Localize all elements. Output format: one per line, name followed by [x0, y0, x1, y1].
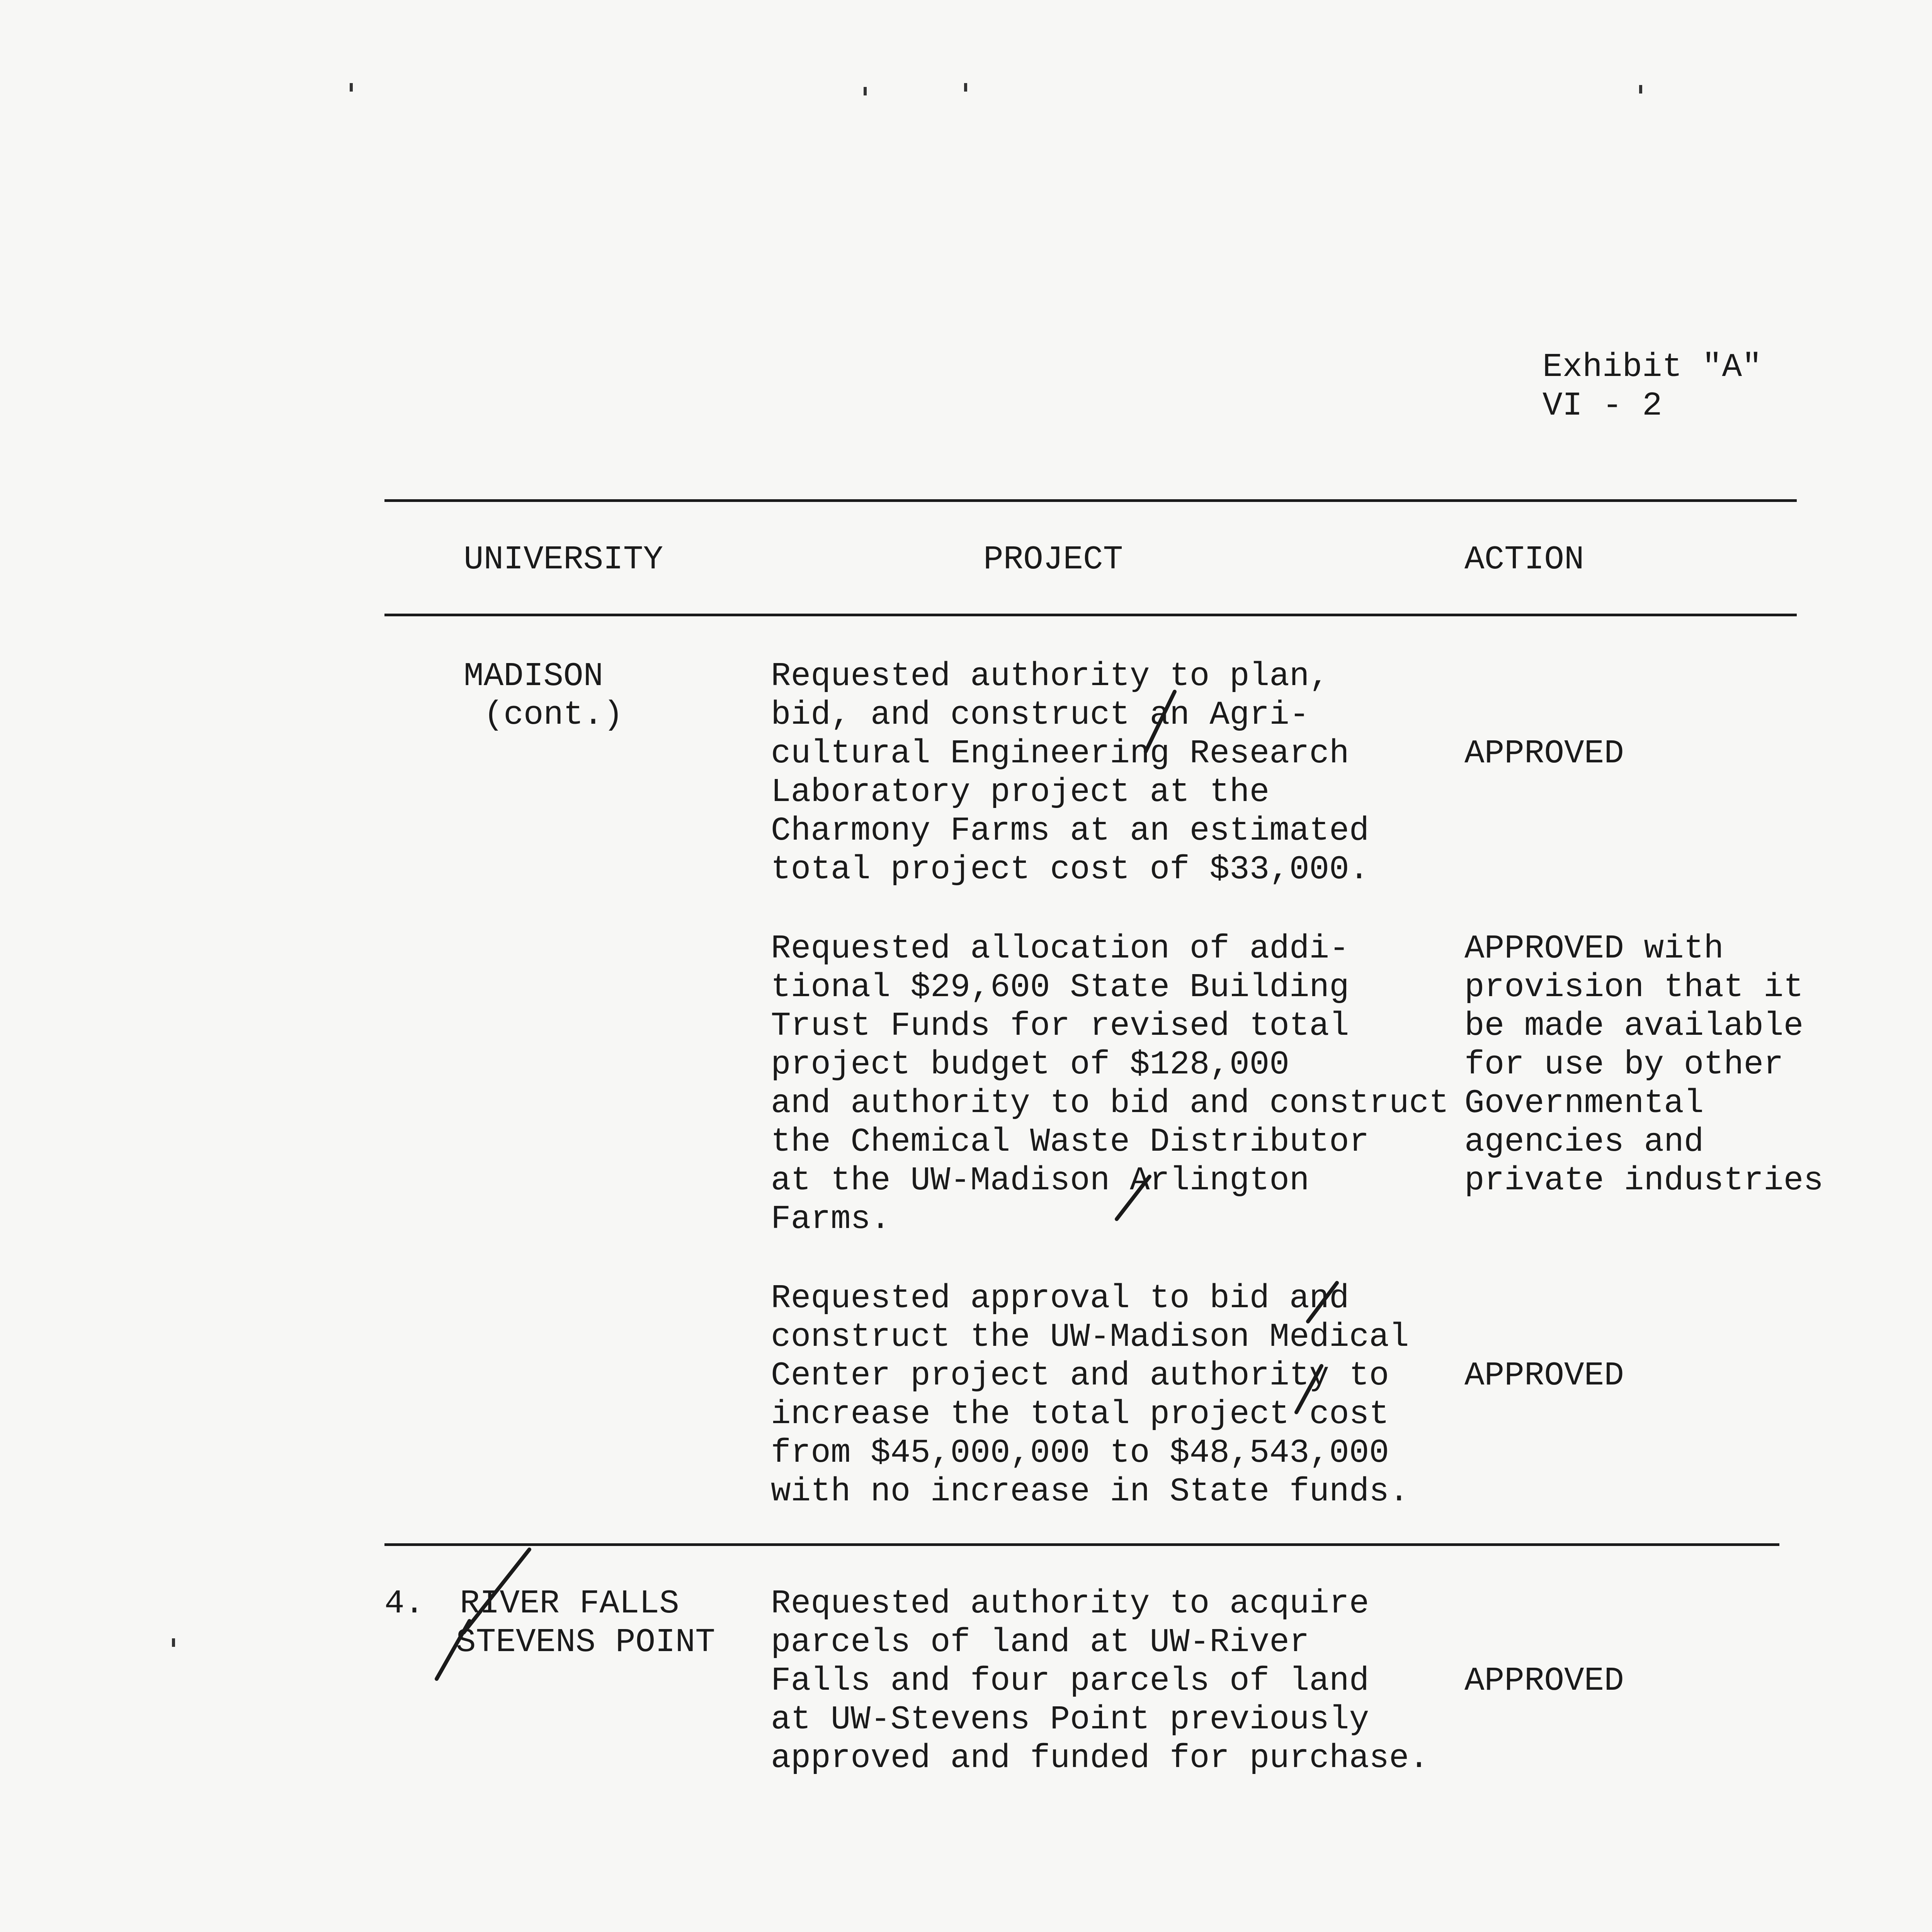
project-text-line: project budget of $128,000 — [771, 1046, 1289, 1083]
project-text-line: Laboratory project at the — [771, 773, 1270, 811]
project-text-line: Center project and authority to — [771, 1357, 1389, 1395]
project-text-line: the Chemical Waste Distributor — [771, 1123, 1369, 1161]
handwritten-slash-icon — [1117, 1177, 1150, 1219]
column-header-project: PROJECT — [983, 541, 1123, 578]
column-header-university: UNIVERSITY — [464, 541, 663, 578]
project-text-line: from $45,000,000 to $48,543,000 — [771, 1434, 1389, 1472]
project-text-line: Requested allocation of addi- — [771, 930, 1349, 968]
project-text-line: and authority to bid and construct — [771, 1084, 1449, 1122]
project-text-line: increase the total project cost — [771, 1395, 1389, 1433]
project-text-line: approved and funded for purchase. — [771, 1739, 1429, 1777]
project-text-line: parcels of land at UW-River — [771, 1623, 1310, 1661]
project-text-line: Trust Funds for revised total — [771, 1007, 1349, 1045]
column-header-action: ACTION — [1464, 541, 1584, 578]
project-text-line: Requested approval to bid and — [771, 1279, 1349, 1317]
university-name: STEVENS POINT — [456, 1623, 715, 1661]
project-text-line: Farms. — [771, 1200, 891, 1238]
item-number: 4. — [384, 1585, 425, 1622]
project-text-line: cultural Engineering Research — [771, 735, 1349, 772]
handwritten-slash-icon — [464, 1549, 529, 1633]
project-text-line: Requested authority to acquire — [771, 1585, 1369, 1622]
project-text-line: total project cost of $33,000. — [771, 850, 1369, 888]
action-note-line: private industries — [1464, 1162, 1823, 1199]
action-note-line: Governmental — [1464, 1084, 1704, 1122]
action-status: APPROVED — [1464, 735, 1624, 772]
project-text-line: at the UW-Madison Arlington — [771, 1162, 1310, 1199]
handwritten-slash-icon — [1296, 1366, 1321, 1412]
action-status: APPROVED with — [1464, 930, 1724, 968]
action-status: APPROVED — [1464, 1357, 1624, 1395]
university-name-continued: (cont.) — [464, 696, 623, 734]
project-text-line: Falls and four parcels of land — [771, 1662, 1369, 1700]
university-name: MADISON — [464, 657, 604, 695]
handwritten-slash-icon — [1146, 692, 1175, 752]
exhibit-label: Exhibit "A" — [1543, 348, 1762, 386]
action-note-line: be made available — [1464, 1007, 1804, 1045]
project-text-line: with no increase in State funds. — [771, 1473, 1409, 1510]
project-text-line: at UW-Stevens Point previously — [771, 1701, 1369, 1738]
project-text-line: construct the UW-Madison Medical — [771, 1318, 1409, 1356]
action-note-line: agencies and — [1464, 1123, 1704, 1161]
university-name: RIVER FALLS — [460, 1585, 679, 1622]
action-note-line: provision that it — [1464, 968, 1804, 1006]
action-status: APPROVED — [1464, 1662, 1624, 1700]
project-text-line: tional $29,600 State Building — [771, 968, 1349, 1006]
handwritten-slash-icon — [1308, 1283, 1337, 1321]
action-note-line: for use by other — [1464, 1046, 1784, 1083]
project-text-line: Charmony Farms at an estimated — [771, 812, 1369, 850]
page-reference: VI - 2 — [1543, 387, 1662, 425]
project-text-line: bid, and construct an Agri- — [771, 696, 1310, 734]
project-text-line: Requested authority to plan, — [771, 657, 1330, 695]
handwritten-slash-icon — [437, 1621, 469, 1679]
